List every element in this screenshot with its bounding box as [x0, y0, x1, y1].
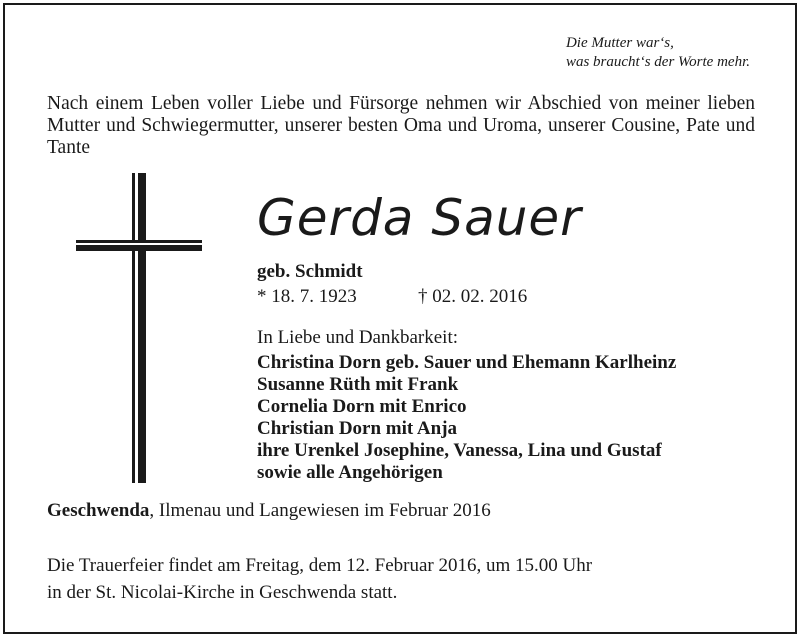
mourner-item: Cornelia Dorn mit Enrico — [257, 396, 467, 417]
funeral-line-2: in der St. Nicolai-Kirche in Geschwenda statt. — [47, 582, 398, 603]
intro-text: Nach einem Leben voller Liebe und Fürsorge nehmen wir Abschied von meiner lieben Mutter und Schwiegermutter, unserer besten Oma und Uroma, unserer Cousine, Pate und Tante — [47, 93, 755, 158]
mourner-item: Susanne Rüth mit Frank — [257, 374, 459, 395]
motto-quote — [566, 34, 750, 72]
place-town: Geschwenda — [47, 500, 150, 521]
born-name: geb. Schmidt — [257, 261, 363, 282]
love-line: In Liebe und Dankbarkeit: — [257, 327, 459, 348]
motto-line-2: was braucht‘s der Worte mehr. — [565, 54, 750, 70]
mourner-item: Christina Dorn geb. Sauer und Ehemann Karlheinz — [257, 352, 677, 373]
deceased-name: Gerda Sauer — [257, 189, 582, 247]
mourner-item: sowie alle Angehörigen — [257, 462, 443, 483]
motto-line-1: Die Mutter war‘s, — [565, 35, 674, 51]
cross-icon — [76, 173, 202, 483]
place-date-line — [47, 500, 491, 522]
life-dates — [257, 286, 528, 308]
cross-horizontal-beam — [76, 240, 202, 251]
mourners-list — [257, 352, 676, 484]
cross-vertical-beam — [132, 173, 146, 483]
place-rest: , Ilmenau und Langewiesen im Februar 2016 — [149, 500, 491, 521]
mourner-item: ihre Urenkel Josephine, Vanessa, Lina und Gustaf — [257, 440, 662, 461]
mourner-item: Christian Dorn mit Anja — [257, 418, 458, 439]
death-date: † 02. 02. 2016 — [418, 286, 528, 307]
funeral-info — [47, 552, 592, 606]
birth-date: * 18. 7. 1923 — [257, 286, 357, 307]
funeral-line-1: Die Trauerfeier findet am Freitag, dem 12. Februar 2016, um 15.00 Uhr — [47, 555, 593, 576]
